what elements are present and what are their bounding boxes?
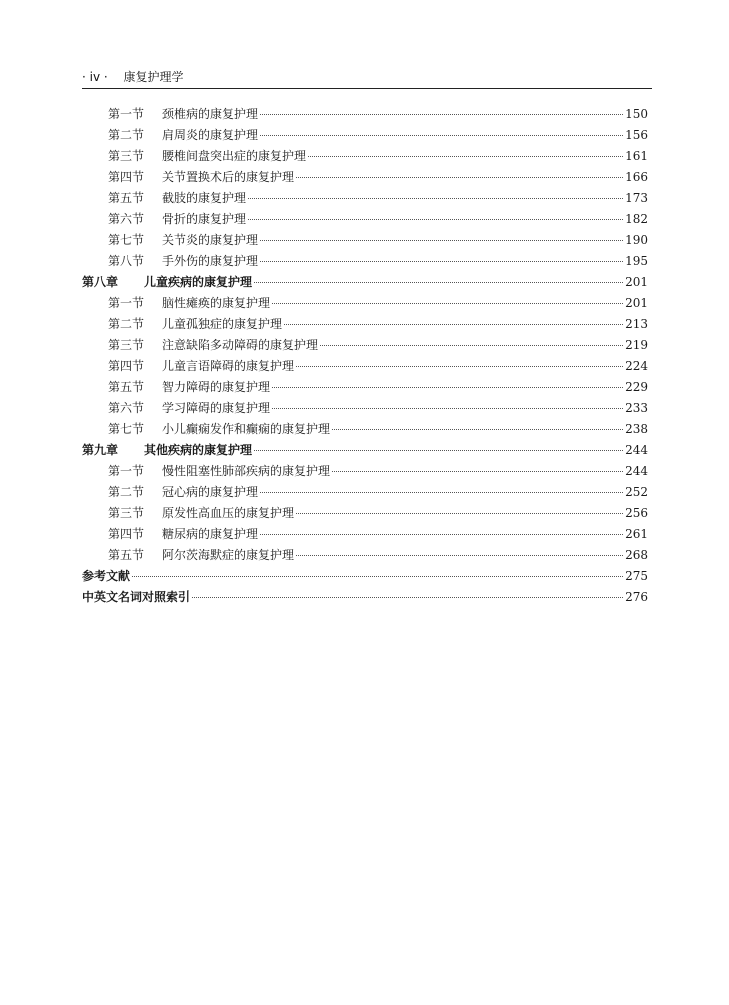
entry-title: 糖尿病的康复护理 bbox=[162, 527, 259, 541]
dot-leader bbox=[254, 281, 623, 283]
entry-title: 颈椎病的康复护理 bbox=[162, 107, 259, 121]
entry-page-number: 261 bbox=[625, 527, 648, 541]
toc-entry[interactable] bbox=[82, 566, 648, 587]
entry-number: 第四节 bbox=[108, 170, 145, 184]
toc-section-entry[interactable] bbox=[82, 293, 648, 314]
dot-leader bbox=[248, 197, 623, 199]
entry-number: 第七节 bbox=[108, 422, 145, 436]
dot-leader bbox=[284, 323, 623, 325]
dot-leader bbox=[272, 407, 623, 409]
dot-leader bbox=[272, 386, 623, 388]
entry-page-number: 182 bbox=[625, 212, 648, 226]
entry-number: 第二节 bbox=[108, 485, 145, 499]
entry-title: 参考文献 bbox=[82, 569, 131, 583]
dot-leader bbox=[260, 533, 623, 535]
entry-title: 脑性瘫痪的康复护理 bbox=[162, 296, 271, 310]
entry-title: 关节置换术后的康复护理 bbox=[162, 170, 295, 184]
entry-number: 第五节 bbox=[108, 548, 145, 562]
toc-section-entry[interactable] bbox=[82, 188, 648, 209]
entry-number: 第一节 bbox=[108, 464, 145, 478]
entry-title: 腰椎间盘突出症的康复护理 bbox=[162, 149, 307, 163]
entry-page-number: 190 bbox=[625, 233, 648, 247]
entry-page-number: 268 bbox=[625, 548, 648, 562]
entry-page-number: 201 bbox=[625, 275, 648, 289]
toc-section-entry[interactable] bbox=[82, 104, 648, 125]
entry-number: 第四节 bbox=[108, 359, 145, 373]
entry-title: 学习障碍的康复护理 bbox=[162, 401, 271, 415]
entry-title: 儿童言语障碍的康复护理 bbox=[162, 359, 295, 373]
entry-number: 第八节 bbox=[108, 254, 145, 268]
book-title: 康复护理学 bbox=[123, 70, 184, 84]
entry-number: 第八章 bbox=[82, 275, 119, 289]
entry-page-number: 201 bbox=[625, 296, 648, 310]
entry-title: 冠心病的康复护理 bbox=[162, 485, 259, 499]
entry-page-number: 276 bbox=[625, 590, 648, 604]
entry-number: 第三节 bbox=[108, 149, 145, 163]
entry-title: 慢性阻塞性肺部疾病的康复护理 bbox=[162, 464, 331, 478]
dot-leader bbox=[308, 155, 623, 157]
toc-section-entry[interactable] bbox=[82, 356, 648, 377]
entry-title: 其他疾病的康复护理 bbox=[144, 443, 253, 457]
page-number: · iv · bbox=[82, 70, 108, 84]
entry-page-number: 233 bbox=[625, 401, 648, 415]
dot-leader bbox=[248, 218, 623, 220]
dot-leader bbox=[296, 512, 623, 514]
toc-section-entry[interactable] bbox=[82, 524, 648, 545]
entry-title: 手外伤的康复护理 bbox=[162, 254, 259, 268]
dot-leader bbox=[332, 470, 623, 472]
toc-section-entry[interactable] bbox=[82, 167, 648, 188]
entry-title: 注意缺陷多动障碍的康复护理 bbox=[162, 338, 319, 352]
toc-section-entry[interactable] bbox=[82, 209, 648, 230]
entry-title: 儿童孤独症的康复护理 bbox=[162, 317, 283, 331]
entry-page-number: 229 bbox=[625, 380, 648, 394]
toc-chapter-entry[interactable] bbox=[82, 440, 648, 461]
dot-leader bbox=[332, 428, 623, 430]
entry-number: 第二节 bbox=[108, 317, 145, 331]
toc-section-entry[interactable] bbox=[82, 419, 648, 440]
entry-number: 第二节 bbox=[108, 128, 145, 142]
toc-section-entry[interactable] bbox=[82, 125, 648, 146]
toc-chapter-entry[interactable] bbox=[82, 272, 648, 293]
entry-page-number: 252 bbox=[625, 485, 648, 499]
entry-page-number: 173 bbox=[625, 191, 648, 205]
entry-number: 第六节 bbox=[108, 401, 145, 415]
dot-leader bbox=[260, 113, 623, 115]
toc-section-entry[interactable] bbox=[82, 314, 648, 335]
header-rule bbox=[82, 88, 652, 89]
entry-number: 第一节 bbox=[108, 296, 145, 310]
entry-number: 第六节 bbox=[108, 212, 145, 226]
entry-page-number: 156 bbox=[625, 128, 648, 142]
dot-leader bbox=[260, 134, 623, 136]
entry-title: 儿童疾病的康复护理 bbox=[144, 275, 253, 289]
entry-number: 第四节 bbox=[108, 527, 145, 541]
entry-page-number: 166 bbox=[625, 170, 648, 184]
entry-page-number: 195 bbox=[625, 254, 648, 268]
entry-page-number: 213 bbox=[625, 317, 648, 331]
dot-leader bbox=[260, 491, 623, 493]
entry-number: 第七节 bbox=[108, 233, 145, 247]
entry-number: 第三节 bbox=[108, 338, 145, 352]
entry-title: 关节炎的康复护理 bbox=[162, 233, 259, 247]
dot-leader bbox=[254, 449, 623, 451]
dot-leader bbox=[192, 596, 623, 598]
dot-leader bbox=[272, 302, 623, 304]
entry-title: 小儿癫痫发作和癫痫的康复护理 bbox=[162, 422, 331, 436]
entry-page-number: 161 bbox=[625, 149, 648, 163]
entry-page-number: 244 bbox=[625, 443, 648, 457]
running-header bbox=[82, 68, 652, 86]
dot-leader bbox=[260, 260, 623, 262]
entry-title: 骨折的康复护理 bbox=[162, 212, 247, 226]
entry-number: 第一节 bbox=[108, 107, 145, 121]
entry-number: 第九章 bbox=[82, 443, 119, 457]
entry-title: 截肢的康复护理 bbox=[162, 191, 247, 205]
toc-section-entry[interactable] bbox=[82, 545, 648, 566]
table-of-contents bbox=[82, 104, 648, 608]
entry-title: 中英文名词对照索引 bbox=[82, 590, 191, 604]
toc-section-entry[interactable] bbox=[82, 461, 648, 482]
entry-title: 智力障碍的康复护理 bbox=[162, 380, 271, 394]
toc-section-entry[interactable] bbox=[82, 146, 648, 167]
entry-title: 阿尔茨海默症的康复护理 bbox=[162, 548, 295, 562]
dot-leader bbox=[320, 344, 623, 346]
dot-leader bbox=[296, 176, 623, 178]
entry-number: 第五节 bbox=[108, 191, 145, 205]
toc-section-entry[interactable] bbox=[82, 335, 648, 356]
entry-number: 第五节 bbox=[108, 380, 145, 394]
dot-leader bbox=[296, 554, 623, 556]
entry-page-number: 150 bbox=[625, 107, 648, 121]
toc-section-entry[interactable] bbox=[82, 398, 648, 419]
toc-section-entry[interactable] bbox=[82, 251, 648, 272]
entry-page-number: 256 bbox=[625, 506, 648, 520]
toc-section-entry[interactable] bbox=[82, 230, 648, 251]
toc-section-entry[interactable] bbox=[82, 482, 648, 503]
entry-title: 肩周炎的康复护理 bbox=[162, 128, 259, 142]
entry-page-number: 224 bbox=[625, 359, 648, 373]
toc-entry[interactable] bbox=[82, 587, 648, 608]
entry-title: 原发性高血压的康复护理 bbox=[162, 506, 295, 520]
entry-number: 第三节 bbox=[108, 506, 145, 520]
dot-leader bbox=[132, 575, 623, 577]
toc-section-entry[interactable] bbox=[82, 377, 648, 398]
dot-leader bbox=[260, 239, 623, 241]
entry-page-number: 275 bbox=[625, 569, 648, 583]
toc-section-entry[interactable] bbox=[82, 503, 648, 524]
entry-page-number: 244 bbox=[625, 464, 648, 478]
dot-leader bbox=[296, 365, 623, 367]
entry-page-number: 219 bbox=[625, 338, 648, 352]
entry-page-number: 238 bbox=[625, 422, 648, 436]
